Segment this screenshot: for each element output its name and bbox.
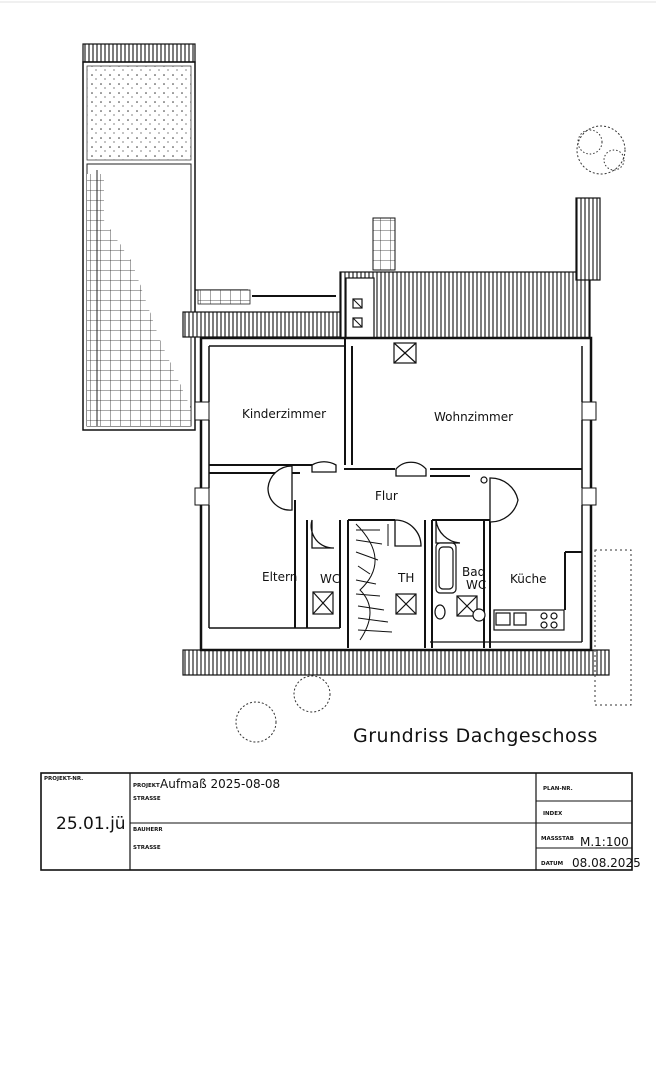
room-label-bad-wc: WC xyxy=(466,578,487,592)
staircase xyxy=(356,524,392,640)
room-label-kueche: Küche xyxy=(510,572,547,586)
projekt-nr-value: 25.01.jü xyxy=(56,814,126,834)
strasse-label-2: STRASSE xyxy=(133,845,161,851)
projekt-nr-label: PROJEKT-NR. xyxy=(44,776,84,782)
room-label-th: TH xyxy=(398,571,415,585)
index-label: INDEX xyxy=(543,811,563,817)
plan-title: Grundriss Dachgeschoss xyxy=(353,725,598,747)
door-swings xyxy=(268,462,518,548)
massstab-label: MASSSTAB xyxy=(541,836,574,842)
room-label-bad: Bad xyxy=(462,565,486,579)
chimney xyxy=(373,218,395,270)
strasse-label-1: STRASSE xyxy=(133,796,161,802)
room-label-kinderzimmer: Kinderzimmer xyxy=(242,407,327,421)
kitchen-counter xyxy=(494,610,564,630)
datum-value: 08.08.2025 xyxy=(572,856,641,870)
bauherr-label: BAUHERR xyxy=(133,827,163,833)
room-label-wc: WC xyxy=(320,572,341,586)
datum-label: DATUM xyxy=(541,861,564,867)
room-label-wohnzimmer: Wohnzimmer xyxy=(434,410,514,424)
massstab-value: M.1:100 xyxy=(580,835,629,849)
projekt-label: PROJEKT xyxy=(133,783,160,789)
room-label-flur: Flur xyxy=(375,489,398,503)
room-label-eltern: Eltern xyxy=(262,570,298,584)
projekt-value: Aufmaß 2025-08-08 xyxy=(160,777,281,791)
plan-nr-label: PLAN-NR. xyxy=(543,786,573,792)
